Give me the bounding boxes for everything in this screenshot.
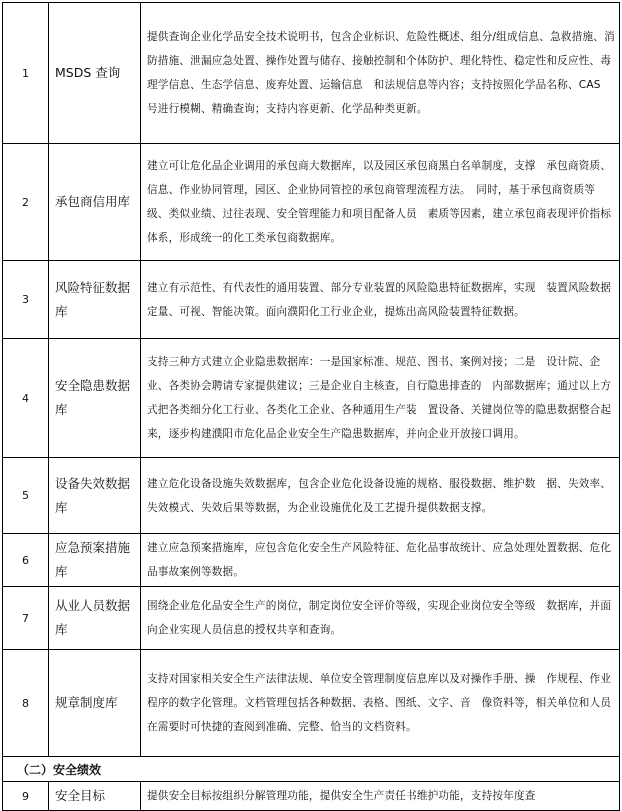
section-title: （二）安全绩效	[3, 757, 620, 782]
table-row	[3, 534, 620, 587]
row-number: 3	[3, 261, 49, 339]
section-row	[3, 757, 620, 782]
row-description: 提供安全目标按组织分解管理功能，提供安全生产责任书维护功能，支持按年度查	[141, 782, 620, 811]
row-name: 设备失效数据库	[49, 458, 141, 534]
table-row	[3, 650, 620, 757]
table-row	[3, 782, 620, 811]
row-number: 8	[3, 650, 49, 757]
row-description: 建立应急预案措施库，应包含危化安全生产风险特征、危化品事故统计、应急处理处置数据、危化品事故案例等数据。	[141, 534, 620, 587]
table-row	[3, 3, 620, 144]
row-name: 风险特征数据库	[49, 261, 141, 339]
row-number: 4	[3, 339, 49, 458]
row-number: 6	[3, 534, 49, 587]
row-description: 建立危化设备设施失效数据库，包含企业危化设备设施的规格、服役数据、维护数 据、失效率、失效模式、失效后果等数据，为企业设施优化及工艺提升提供数据支撑。	[141, 458, 620, 534]
row-name: 承包商信用库	[49, 144, 141, 261]
row-number: 9	[3, 782, 49, 811]
row-number: 1	[3, 3, 49, 144]
table-row	[3, 339, 620, 458]
row-name: 从业人员数据库	[49, 587, 141, 650]
table-row	[3, 144, 620, 261]
row-name: MSDS 查询	[49, 3, 141, 144]
row-description: 支持三种方式建立企业隐患数据库：一是国家标准、规范、图书、案例対接；二是 设计院、企业、各类协会聘请专家提供建议；三是企业自主核查，自行隐患排查的 内部数据库；通过以上方式把各类细分化工行业、各类化工企业、各种通用生产装 置设备、关键岗位等的隐患数据整合起来，逐步构建濮阳市危化品企业安全生产隐患数据库，并向企业开放接口调用。	[141, 339, 620, 458]
table-row	[3, 458, 620, 534]
row-description: 建立可让危化品企业调用的承包商大数据库，以及园区承包商黑白名单制度，支撑 承包商资质、信息、作业协同管理，园区、企业协同管控的承包商管理流程方法。 同时，基于承包商资质等级、类似业绩、过往表现、安全管理能力和项目配备人员 素质等因素，建立承包商表现评价指标体系，形成统一的化工类承包商数据库。	[141, 144, 620, 261]
row-description: 建立有示范性、有代表性的通用装置、部分专业装置的风险隐患特征数据库，实现 装置风险数据定量、可视、智能决策。面向濮阳化工行业企业，提炼出高风险装置特征数据。	[141, 261, 620, 339]
row-number: 7	[3, 587, 49, 650]
row-name: 规章制度库	[49, 650, 141, 757]
row-number: 2	[3, 144, 49, 261]
row-description: 支持对国家相关安全生产法律法规、单位安全管理制度信息库以及对操作手册、操 作规程、作业程序的数字化管理。文档管理包括各种数据、表格、图纸、文字、音 像资料等，相关单位和人员在需要时可快捷的查阅到准确、完整、恰当的文档资料。	[141, 650, 620, 757]
row-number: 5	[3, 458, 49, 534]
row-description: 围绕企业危化品安全生产的岗位，制定岗位安全评价等级，实现企业岗位安全等级 数据库，并面向企业实现人员信息的授权共享和查询。	[141, 587, 620, 650]
row-name: 安全目标	[49, 782, 141, 811]
row-description: 提供查询企业化学品安全技术说明书，包含企业标识、危险性概述、组分/组成信息、急救措施、消防措施、泄漏应急处置、操作处置与储存、接触控制和个体防护、理化特性、稳定性和反应性、毒理学信息、生态学信息、废弃处置、运输信息 和法规信息等内容；支持按照化学品名称、CAS 号进行模糊、精确查询；支持内容更新、化学品种类更新。	[141, 3, 620, 144]
table-row	[3, 261, 620, 339]
table-row	[3, 587, 620, 650]
row-name: 应急预案措施库	[49, 534, 141, 587]
row-name: 安全隐患数据库	[49, 339, 141, 458]
data-table	[2, 2, 620, 811]
